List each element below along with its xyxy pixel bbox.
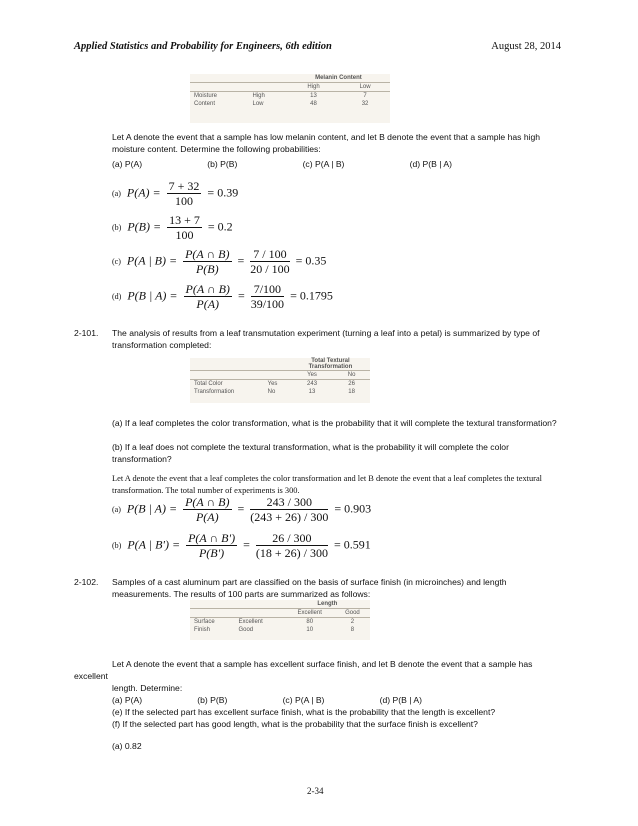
row-header: Total Color: [194, 381, 223, 387]
question-b: (b) If a leaf does not complete the textural transformation, what is the probability it will complete the color transformation?: [112, 442, 509, 464]
row-header: Excellent: [238, 619, 263, 625]
document-date: August 28, 2014: [491, 41, 561, 52]
problem-let-cont: length. Determine:: [112, 683, 183, 693]
equation-2b: (b) P(A | B') = $\frac{P(A \cap B')}{P(B')}$ = $\frac{26 / 300}{(18 + 26) / 300}$ = 0.591: [112, 531, 371, 560]
parts-list: [112, 158, 452, 170]
part-b: (b) P(B): [207, 159, 238, 169]
row-header: Finish: [194, 627, 211, 633]
problem-let: Let A denote the event that a leaf completes the color transformation and let B denote the event that a leaf completes the textural transformation. The total number of experiments is 300.: [112, 474, 542, 495]
problem-number: 2-102.: [74, 577, 99, 587]
table-cell: 13: [310, 93, 317, 99]
table-cell: 2: [350, 619, 355, 625]
part-d: (d) P(B | A): [379, 695, 422, 705]
table-cell: 8: [350, 627, 355, 633]
page-number: 2-34: [307, 786, 324, 796]
row-header: No: [267, 389, 276, 395]
col-header: No: [347, 372, 356, 378]
part-b: (b) P(B): [197, 695, 228, 705]
table-cell: 80: [306, 619, 314, 625]
parts-list: [112, 694, 422, 706]
row-header: Low: [252, 101, 264, 107]
part-a: (a) P(A): [112, 695, 143, 705]
document-title: Applied Statistics and Probability for Engineers, 6th edition: [74, 41, 332, 52]
question-f: (f) If the selected part has good length, what is the probability that the surface finish is excellent?: [112, 719, 478, 729]
answer-a: (a) 0.82: [112, 741, 142, 751]
table-title: Length: [317, 601, 338, 607]
question-e: (e) If the selected part has excellent surface finish, what is the probability that the length is excellent?: [112, 707, 496, 717]
table-cell: 32: [361, 101, 369, 107]
table-cell: 10: [306, 627, 314, 633]
col-header: Low: [359, 84, 371, 90]
row-header: Transformation: [194, 389, 235, 395]
question-a: (a) If a leaf completes the color transformation, what is the probability that it will complete the textural transformation?: [112, 418, 557, 428]
row-header: Moisture: [194, 93, 218, 99]
equation-d: (d) P(B | A) = $\frac{P(A \cap B)}{P(A)}$ = $\frac{7/100}{39/100}$ = 0.1795: [112, 282, 333, 311]
problem-number: 2-101.: [74, 328, 99, 338]
equation-a: (a) P(A) = $\frac{7 + 32}{100}$ = 0.39: [112, 179, 239, 208]
problem-let: Let A denote the event that a sample has excellent surface finish, and let B denote the event that a sample has excellent: [74, 659, 533, 681]
table-cell: 18: [348, 389, 355, 395]
table-cell: 13: [308, 389, 316, 395]
melanin-table: [190, 74, 390, 123]
equation-2a: (a) P(B | A) = $\frac{P(A \cap B)}{P(A)}$ = $\frac{243 / 300}{(243 + 26) / 300}$ = 0.903: [112, 495, 372, 524]
row-header: Surface: [194, 619, 215, 625]
col-header: Yes: [307, 372, 317, 378]
part-d: (d) P(B | A): [409, 159, 452, 169]
row-header: Content: [194, 101, 216, 107]
equation-c: (c) P(A | B) = $\frac{P(A \cap B)}{P(B)}$ = $\frac{7 / 100}{20 / 100}$ = 0.35: [112, 247, 327, 276]
table-cell: 26: [348, 381, 355, 387]
table-cell: 7: [363, 93, 367, 99]
part-c: (c) P(A | B): [282, 695, 325, 705]
table-title: Total Textural: [311, 358, 350, 364]
row-header: Yes: [267, 381, 278, 387]
table-title: Melanin Content: [315, 75, 362, 81]
equation-b: (b) P(B) = $\frac{13 + 7}{100}$ = 0.2: [112, 213, 233, 242]
col-header: Excellent: [297, 610, 322, 616]
transformation-table: [190, 358, 370, 403]
table-cell: 243: [307, 381, 318, 387]
col-header: High: [307, 84, 320, 90]
surface-finish-table: [190, 600, 370, 640]
part-c: (c) P(A | B): [302, 159, 345, 169]
table-title: Transformation: [308, 364, 353, 370]
row-header: Good: [238, 627, 254, 633]
row-header: High: [252, 93, 265, 99]
problem-intro: Let A denote the event that a sample has low melanin content, and let B denote the event that a sample has high moisture content. Determine the following probabilities:: [112, 132, 541, 154]
col-header: Good: [345, 610, 360, 616]
table-cell: 48: [310, 101, 317, 107]
part-a: (a) P(A): [112, 159, 143, 169]
problem-intro: The analysis of results from a leaf transmutation experiment (turning a leaf into a petal) is summarized by type of transformation completed:: [112, 328, 540, 350]
problem-intro: Samples of a cast aluminum part are classified on the basis of surface finish (in microinches) and length measurements. The results of 100 parts are summarized as follows:: [112, 577, 507, 599]
